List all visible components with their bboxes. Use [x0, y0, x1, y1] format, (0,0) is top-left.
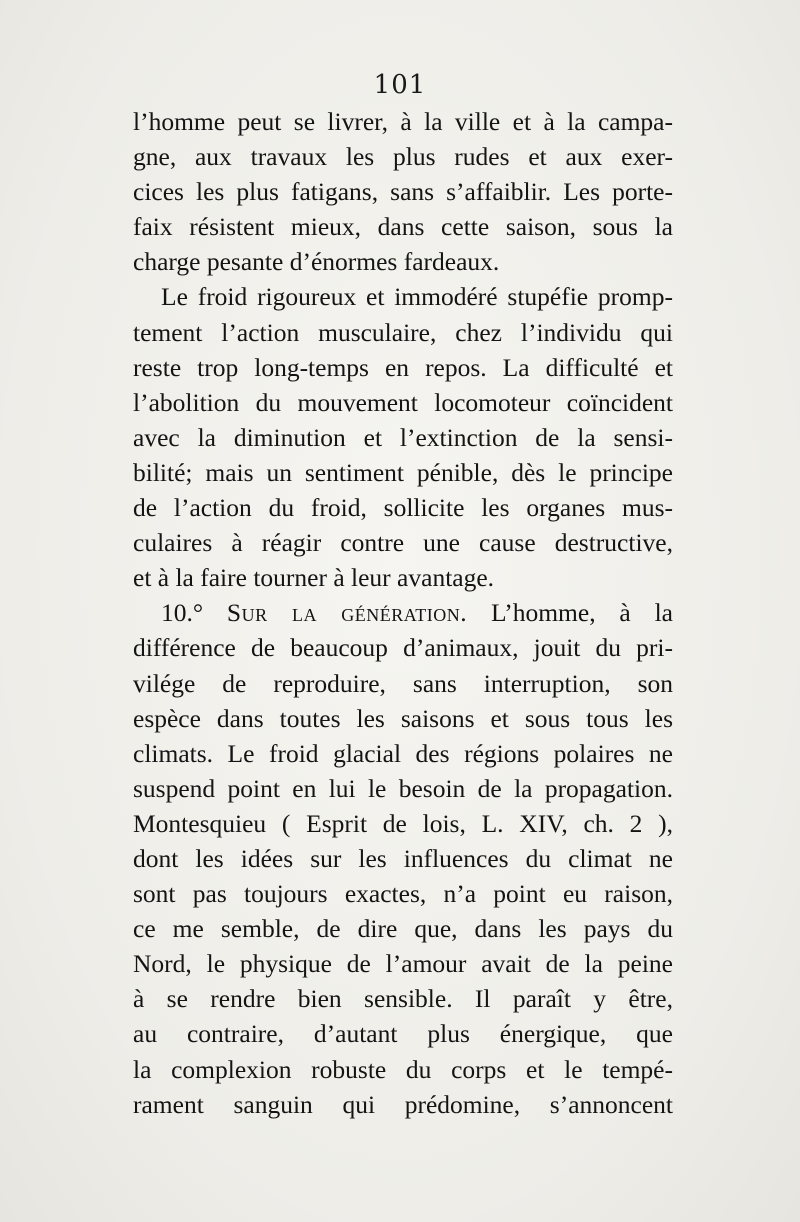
text-line: culaires à réagir contre une cause destructive,: [133, 528, 673, 558]
page-number: 101: [373, 70, 427, 100]
text-line: espèce dans toutes les saisons et sous tous les: [133, 703, 673, 733]
text-line: reste trop long-temps en repos. La difficulté et: [133, 352, 673, 382]
text-line: au contraire, d’autant plus énergique, que: [133, 1019, 673, 1049]
text-line: différence de beaucoup d’animaux, jouit du pri-: [133, 633, 673, 663]
text-line: faix résistent mieux, dans cette saison, sous la: [133, 212, 673, 242]
text-line: de l’action du froid, sollicite les organes mus-: [133, 493, 673, 523]
text-line: cices les plus fatigans, sans s’affaiblir. Les porte-: [133, 177, 673, 207]
text-line: vilége de reproduire, sans interruption, son: [133, 668, 673, 698]
text-line: ce me semble, de dire que, dans les pays du: [133, 914, 673, 944]
text-line: charge pesante d’énormes fardeaux.: [133, 247, 500, 277]
text-line: l’abolition du mouvement locomoteur coïncident: [133, 387, 673, 417]
text-line: rament sanguin qui prédomine, s’annoncent: [133, 1089, 673, 1119]
text-line: sont pas toujours exactes, n’a point eu raison,: [133, 879, 673, 909]
text-line: à se rendre bien sensible. Il paraît y être,: [133, 984, 673, 1014]
text-line: gne, aux travaux les plus rudes et aux exer-: [133, 142, 673, 172]
text-line: la complexion robuste du corps et le tempé-: [133, 1054, 673, 1084]
text-line: tement l’action musculaire, chez l’individu qui: [133, 317, 673, 347]
body-text: [133, 104, 673, 1122]
text-line: climats. Le froid glacial des régions polaires ne: [133, 738, 673, 768]
text-line: dont les idées sur les influences du climat ne: [133, 843, 673, 873]
section-text: L’homme, à la: [467, 598, 673, 628]
text-line: Nord, le physique de l’amour avait de la peine: [133, 949, 673, 979]
text-line: suspend point en lui le besoin de la propagation.: [133, 773, 673, 803]
section-number: 10.°: [161, 598, 227, 628]
text-line: Le froid rigoureux et immodéré stupéfie promp-: [161, 282, 673, 312]
text-line: avec la diminution et l’extinction de la sensi-: [133, 422, 673, 452]
text-line: bilité; mais un sentiment pénible, dès le principe: [133, 457, 673, 487]
text-line: Montesquieu ( Esprit de lois, L. XIV, ch. 2 ),: [133, 808, 673, 838]
section-heading: Sur la génération.: [226, 598, 468, 628]
text-line: l’homme peut se livrer, à la ville et à la campa-: [133, 107, 673, 136]
text-line: [133, 595, 673, 630]
text-line: et à la faire tourner à leur avantage.: [133, 563, 495, 593]
